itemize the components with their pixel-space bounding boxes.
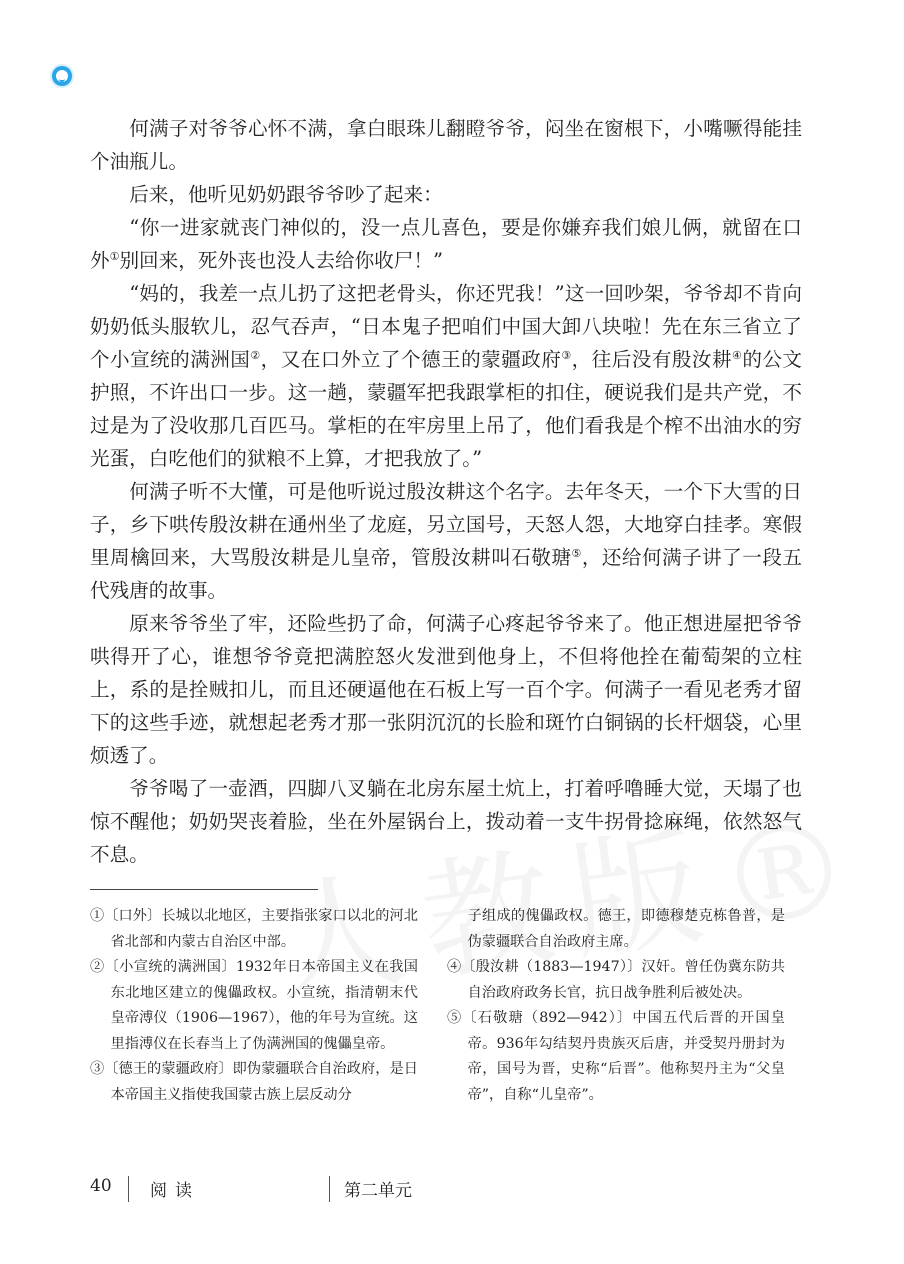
text: ，又在口外立了个德王的蒙疆政府 [260,348,562,371]
footnote-1: ①〔口外〕长城以北地区，主要指张家口以北的河北省北部和内蒙古自治区中部。 [90,908,418,950]
paragraph [90,475,802,607]
page-number: 40 [90,1176,112,1196]
section-label: 阅读 [150,1181,200,1201]
footnote-5: ⑤〔石敬瑭（892—942）〕中国五代后晋的开国皇帝。936年勾结契丹贵族灭后唐，并受契丹册封为帝，国号为晋，史称“后晋”。他称契丹主为“父皇帝”，自称“儿皇帝”。 [447,1010,785,1103]
footnote-3: ③〔德王的蒙疆政府〕即伪蒙疆联合自治政府，是日本帝国主义指使我国蒙古族上层反动分 [90,1061,418,1103]
text: ，还给何满子讲了一段五代残唐的故事。 [90,546,803,602]
paragraph: 何满子对爷爷心怀不满，拿白眼珠儿翻瞪爷爷，闷坐在窗根下，小嘴噘得能挂个油瓶儿。 [90,117,802,173]
text: “妈的，我差一点儿扔了这把老骨头，你还咒我！”这一回吵架，爷爷却不肯向奶奶低头服软儿，忍气吞声，“日本鬼子把咱们中国大卸八块啦！先在东三省立了个小宣统的满洲国 [90,282,802,371]
body-text [90,112,802,871]
text: ，往后没有殷汝耕 [571,348,732,371]
paragraph: 后来，他听见奶奶跟爷爷吵了起来： [129,183,443,206]
footnote-divider [90,889,318,890]
footnote-ref[interactable]: ④ [732,349,743,362]
paragraph [90,277,802,475]
footnote-ref[interactable]: ① [109,250,120,263]
footnotes-left [90,904,418,1108]
footnote-ref[interactable]: ③ [561,349,572,362]
footnote-2: ②〔小宣统的满洲国〕1932年日本帝国主义在我国东北地区建立的傀儡政权。小宣统，指清朝末代皇帝溥仪（1906—1967），他的年号为宣统。这里指溥仪在长春当上了伪满洲国的傀儡皇帝。 [90,959,418,1052]
footnotes-right [447,904,785,1108]
footnote-4: ④〔殷汝耕（1883—1947）〕汉奸。曾任伪冀东防共自治政府政务长官，抗日战争胜利后被处决。 [447,959,785,1001]
smiley-face-icon [52,66,72,86]
text: 何满子听不大懂，可是他听说过殷汝耕这个名字。去年冬天，一个下大雪的日子，乡下哄传殷汝耕在通州坐了龙庭，另立国号，天怒人怨，大地穿白挂孝。寒假里周檎回来，大骂殷汝耕是儿皇帝，管殷汝耕叫石敬瑭 [90,480,802,569]
paragraph: 原来爷爷坐了牢，还险些扔了命，何满子心疼起爷爷来了。他正想进屋把爷爷哄得开了心，谁想爷爷竟把满腔怒火发泄到他身上，不但将他拴在葡萄架的立柱上，系的是拴贼扣儿，而且还硬逼他在石板上写一百个字。何满子一看见老秀才留下的这些手迹，就想起老秀才那一张阴沉沉的长脸和斑竹白铜锅的长杆烟袋，心里烦透了。 [90,612,802,767]
footer-divider [329,1176,330,1202]
footnote-ref[interactable]: ② [250,349,261,362]
text: 的公文护照，不许出口一步。这一趟，蒙疆军把我跟掌柜的扣住，硬说我们是共产党，不过是为了没收那几百匹马。掌柜的在牢房里上吊了，他们看我是个榨不出油水的穷光蛋，白吃他们的狱粮不上算，才把我放了。” [90,348,802,470]
footer-divider [128,1176,129,1202]
text: 别回来，死外丧也没人去给你收尸！” [119,249,443,272]
text: “你一进家就丧门神似的，没一点儿喜色，要是你嫌弃我们娘儿俩，就留在口外 [90,216,802,272]
unit-label: 第二单元 [344,1181,412,1201]
footnote-3-continued: 子组成的傀儡政权。德王，即德穆楚克栋鲁普，是伪蒙疆联合自治政府主席。 [467,908,785,950]
paragraph [90,211,802,277]
footnote-ref[interactable]: ⑤ [571,547,582,560]
paragraph: 爷爷喝了一壶酒，四脚八叉躺在北房东屋土炕上，打着呼噜睡大觉，天塌了也惊不醒他；奶奶哭丧着脸，坐在外屋锅台上，拨动着一支牛拐骨捻麻绳，依然怒气不息。 [90,777,802,866]
